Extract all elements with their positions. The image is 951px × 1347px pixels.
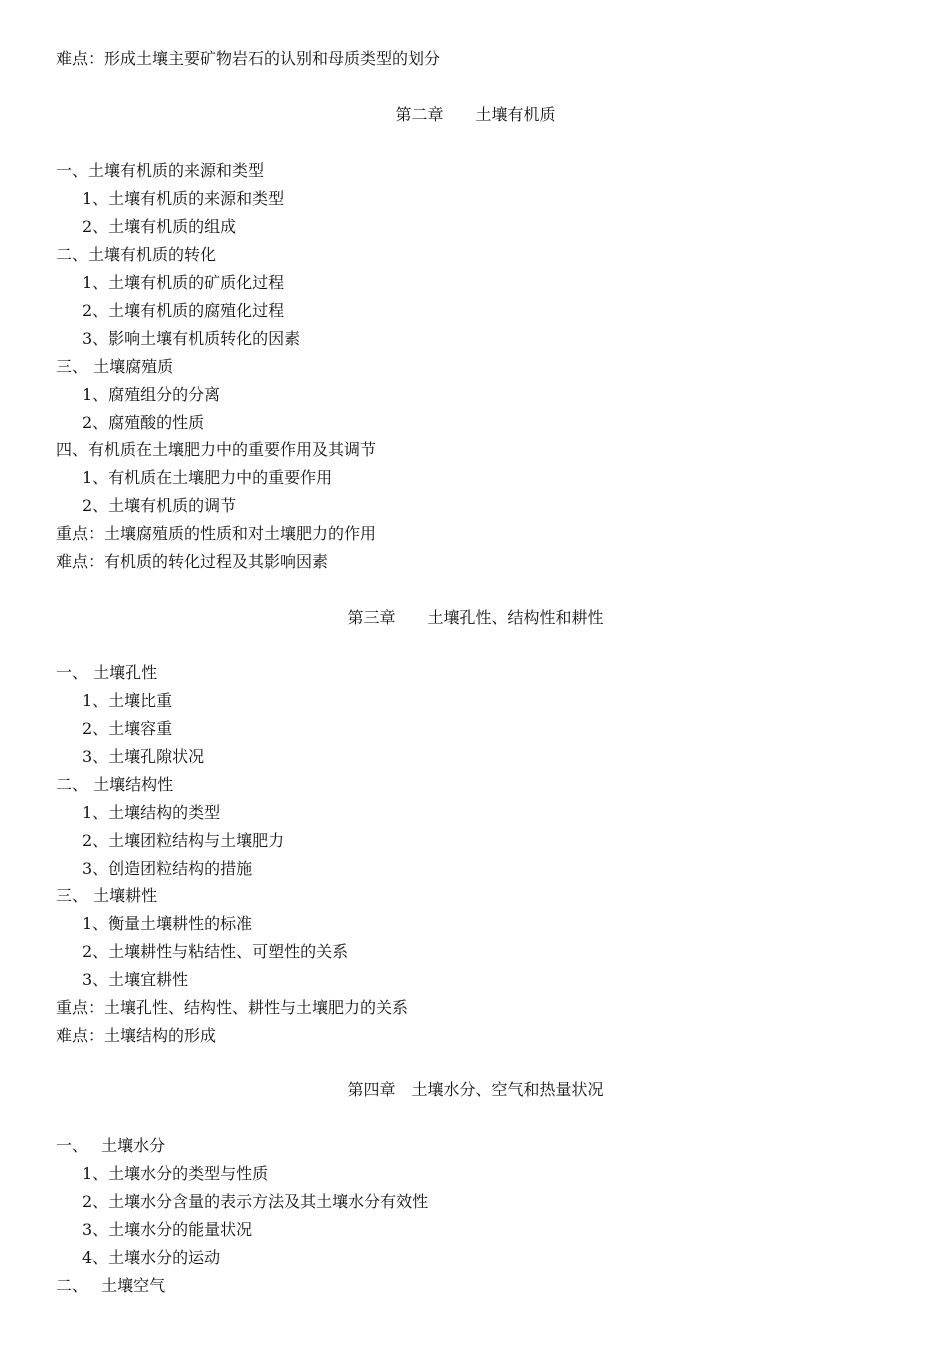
chapter2-key-point: 重点：土壤腐殖质的性质和对土壤肥力的作用 (56, 524, 377, 543)
chapter2-section4-item: 1、有机质在土壤肥力中的重要作用 (82, 468, 333, 487)
chapter4-title: 第四章 土壤水分、空气和热量状况 (347, 1080, 604, 1099)
chapter2-section4-heading: 四、有机质在土壤肥力中的重要作用及其调节 (56, 440, 377, 459)
chapter3-section1-item: 1、土壤比重 (82, 691, 173, 710)
chapter3-section2-item: 2、土壤团粒结构与土壤肥力 (82, 831, 285, 850)
chapter3-section3-item: 1、衡量土壤耕性的标准 (82, 914, 253, 933)
chapter2-section1-item: 1、土壤有机质的来源和类型 (82, 189, 285, 208)
chapter3-section1-item: 2、土壤容重 (82, 719, 173, 738)
chapter2-section4-item: 2、土壤有机质的调节 (82, 496, 237, 515)
intro-difficulty: 难点：形成土壤主要矿物岩石的认别和母质类型的划分 (56, 49, 441, 68)
chapter4-section1-item: 3、土壤水分的能量状况 (82, 1220, 253, 1239)
chapter4-section1-item: 2、土壤水分含量的表示方法及其土壤水分有效性 (82, 1192, 429, 1211)
chapter3-section1-item: 3、土壤孔隙状况 (82, 747, 205, 766)
chapter3-section3-item: 2、土壤耕性与粘结性、可塑性的关系 (82, 942, 349, 961)
chapter2-section1-heading: 一、土壤有机质的来源和类型 (56, 161, 265, 180)
chapter4-section1-heading: 一、 土壤水分 (56, 1136, 166, 1155)
chapter2-section2-item: 2、土壤有机质的腐殖化过程 (82, 301, 285, 320)
chapter4-section1-item: 1、土壤水分的类型与性质 (82, 1164, 269, 1183)
chapter3-section2-item: 1、土壤结构的类型 (82, 803, 221, 822)
chapter2-section2-heading: 二、土壤有机质的转化 (56, 245, 217, 264)
chapter2-section1-item: 2、土壤有机质的组成 (82, 217, 237, 236)
chapter2-section2-item: 1、土壤有机质的矿质化过程 (82, 273, 285, 292)
chapter2-section2-item: 3、影响土壤有机质转化的因素 (82, 329, 301, 348)
chapter3-section3-item: 3、土壤宜耕性 (82, 970, 189, 989)
chapter3-title: 第三章 土壤孔性、结构性和耕性 (347, 608, 604, 627)
chapter4-section1-item: 4、土壤水分的运动 (82, 1248, 221, 1267)
chapter4-section2-heading: 二、 土壤空气 (56, 1276, 166, 1295)
chapter2-section3-item: 2、腐殖酸的性质 (82, 413, 205, 432)
chapter3-difficulty: 难点：土壤结构的形成 (56, 1026, 217, 1045)
chapter2-section3-item: 1、腐殖组分的分离 (82, 385, 221, 404)
chapter3-section2-item: 3、创造团粒结构的措施 (82, 859, 253, 878)
chapter3-section1-heading: 一、 土壤孔性 (56, 663, 158, 682)
chapter2-section3-heading: 三、 土壤腐殖质 (56, 357, 174, 376)
chapter2-title: 第二章 土壤有机质 (395, 105, 556, 124)
chapter3-section3-heading: 三、 土壤耕性 (56, 886, 158, 905)
chapter2-difficulty: 难点：有机质的转化过程及其影响因素 (56, 552, 329, 571)
chapter3-key-point: 重点：土壤孔性、结构性、耕性与土壤肥力的关系 (56, 998, 409, 1017)
chapter3-section2-heading: 二、 土壤结构性 (56, 775, 174, 794)
